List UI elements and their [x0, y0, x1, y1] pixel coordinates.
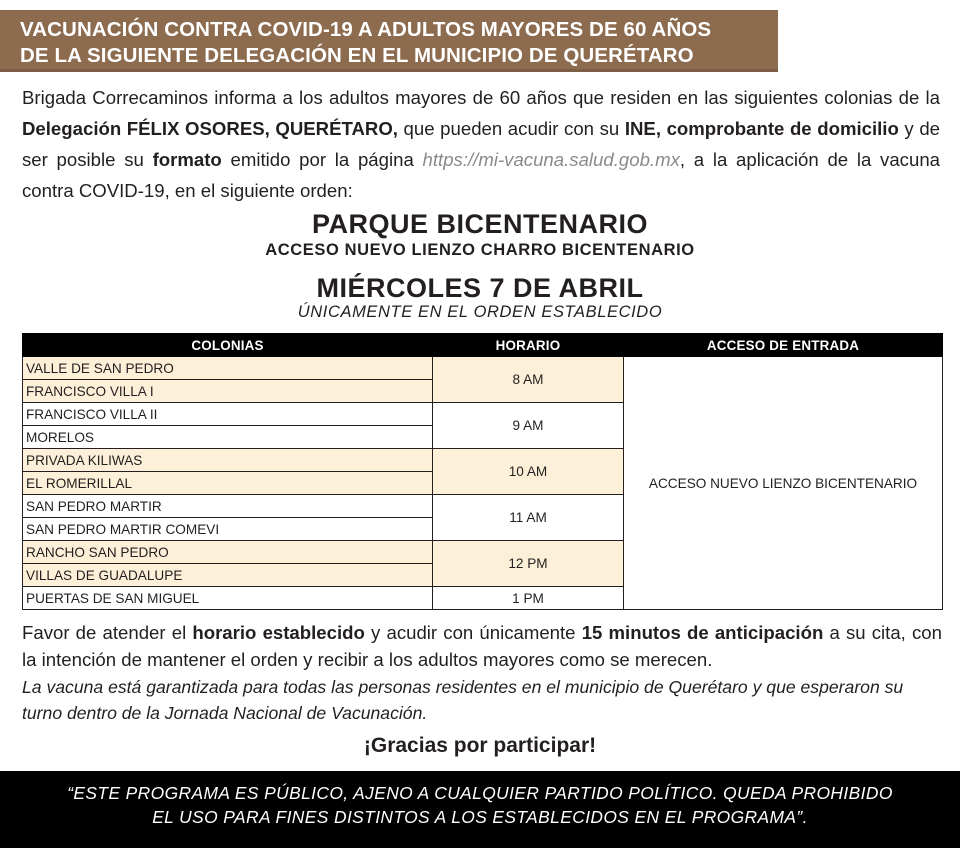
intro-formato: formato [152, 149, 222, 170]
colonia-cell: SAN PEDRO MARTIR [23, 495, 433, 518]
intro-delegacion: Delegación FÉLIX OSORES, QUERÉTARO, [22, 118, 398, 139]
note-text-3: a su cita, con la intención de mantener el orden y recibir a los adultos mayores como se merecen. [22, 622, 942, 670]
order-note: ÚNICAMENTE EN EL ORDEN ESTABLECIDO [297, 303, 663, 321]
title-banner [0, 10, 778, 72]
colonia-cell: RANCHO SAN PEDRO [23, 541, 433, 564]
intro-url: https://mi-vacuna.salud.gob.mx [422, 149, 680, 170]
intro-documents: INE, comprobante de domicilio [624, 118, 899, 139]
colonia-cell: VILLAS DE GUADALUPE [23, 564, 433, 587]
header-acceso: ACCESO DE ENTRADA [624, 334, 943, 357]
intro-paragraph [22, 82, 940, 206]
time-cell: 12 PM [433, 541, 624, 587]
venue-title: PARQUE BICENTENARIO [311, 209, 649, 239]
table-header-row [23, 334, 943, 357]
time-cell: 11 AM [433, 495, 624, 541]
colonia-cell: MORELOS [23, 426, 433, 449]
guarantee-note: La vacuna está garantizada para todas las personas residentes en el municipio de Querétaro y que esperaron su turno dentro de la Jornada Nacional de Vacunación. [22, 677, 904, 723]
title-line-2: DE LA SIGUIENTE DELEGACIÓN EN EL MUNICIPIO DE QUERÉTARO [20, 44, 694, 67]
note-minutos: 15 minutos de anticipación [581, 622, 824, 643]
note-text-1: Favor de atender el [22, 622, 193, 643]
intro-text-1: Brigada Correcaminos informa a los adultos mayores de 60 años que residen en las siguientes colonias de la [22, 87, 940, 108]
footer-line-2: EL USO PARA FINES DISTINTOS A LOS ESTABLECIDOS EN EL PROGRAMA”. [152, 807, 808, 827]
time-cell: 10 AM [433, 449, 624, 495]
thanks-text: ¡Gracias por participar! [363, 734, 597, 757]
footer-line-1: “ESTE PROGRAMA ES PÚBLICO, AJENO A CUALQUIER PARTIDO POLÍTICO. QUEDA PROHIBIDO [67, 783, 893, 803]
intro-text-5: , a la aplicación de la vacuna contra COVID-19, en el siguiente orden: [22, 149, 941, 201]
intro-text-3: y de ser posible su [22, 118, 940, 170]
legal-footer [0, 771, 960, 848]
colonia-cell: FRANCISCO VILLA II [23, 403, 433, 426]
note-horario: horario establecido [192, 622, 365, 643]
colonia-cell: FRANCISCO VILLA I [23, 380, 433, 403]
note-text-2: y acudir con únicamente [364, 622, 582, 643]
arrival-note [22, 619, 942, 673]
title-line-1: VACUNACIÓN CONTRA COVID-19 A ADULTOS MAYORES DE 60 AÑOS [20, 18, 712, 41]
colonia-cell: SAN PEDRO MARTIR COMEVI [23, 518, 433, 541]
access-cell: ACCESO NUEVO LIENZO BICENTENARIO [624, 357, 943, 610]
time-cell: 8 AM [433, 357, 624, 403]
date-title: MIÉRCOLES 7 DE ABRIL [316, 273, 644, 303]
schedule-table [22, 333, 943, 610]
colonia-cell: VALLE DE SAN PEDRO [23, 357, 433, 380]
time-cell: 9 AM [433, 403, 624, 449]
intro-text-4: emitido por la página [221, 149, 423, 170]
table-row [23, 357, 943, 380]
colonia-cell: PRIVADA KILIWAS [23, 449, 433, 472]
colonia-cell: EL ROMERILLAL [23, 472, 433, 495]
time-cell: 1 PM [433, 587, 624, 610]
header-horario: HORARIO [433, 334, 624, 357]
venue-access: ACCESO NUEVO LIENZO CHARRO BICENTENARIO [265, 241, 695, 259]
intro-text-2: que pueden acudir con su [397, 118, 625, 139]
header-colonias: COLONIAS [23, 334, 433, 357]
colonia-cell: PUERTAS DE SAN MIGUEL [23, 587, 433, 610]
